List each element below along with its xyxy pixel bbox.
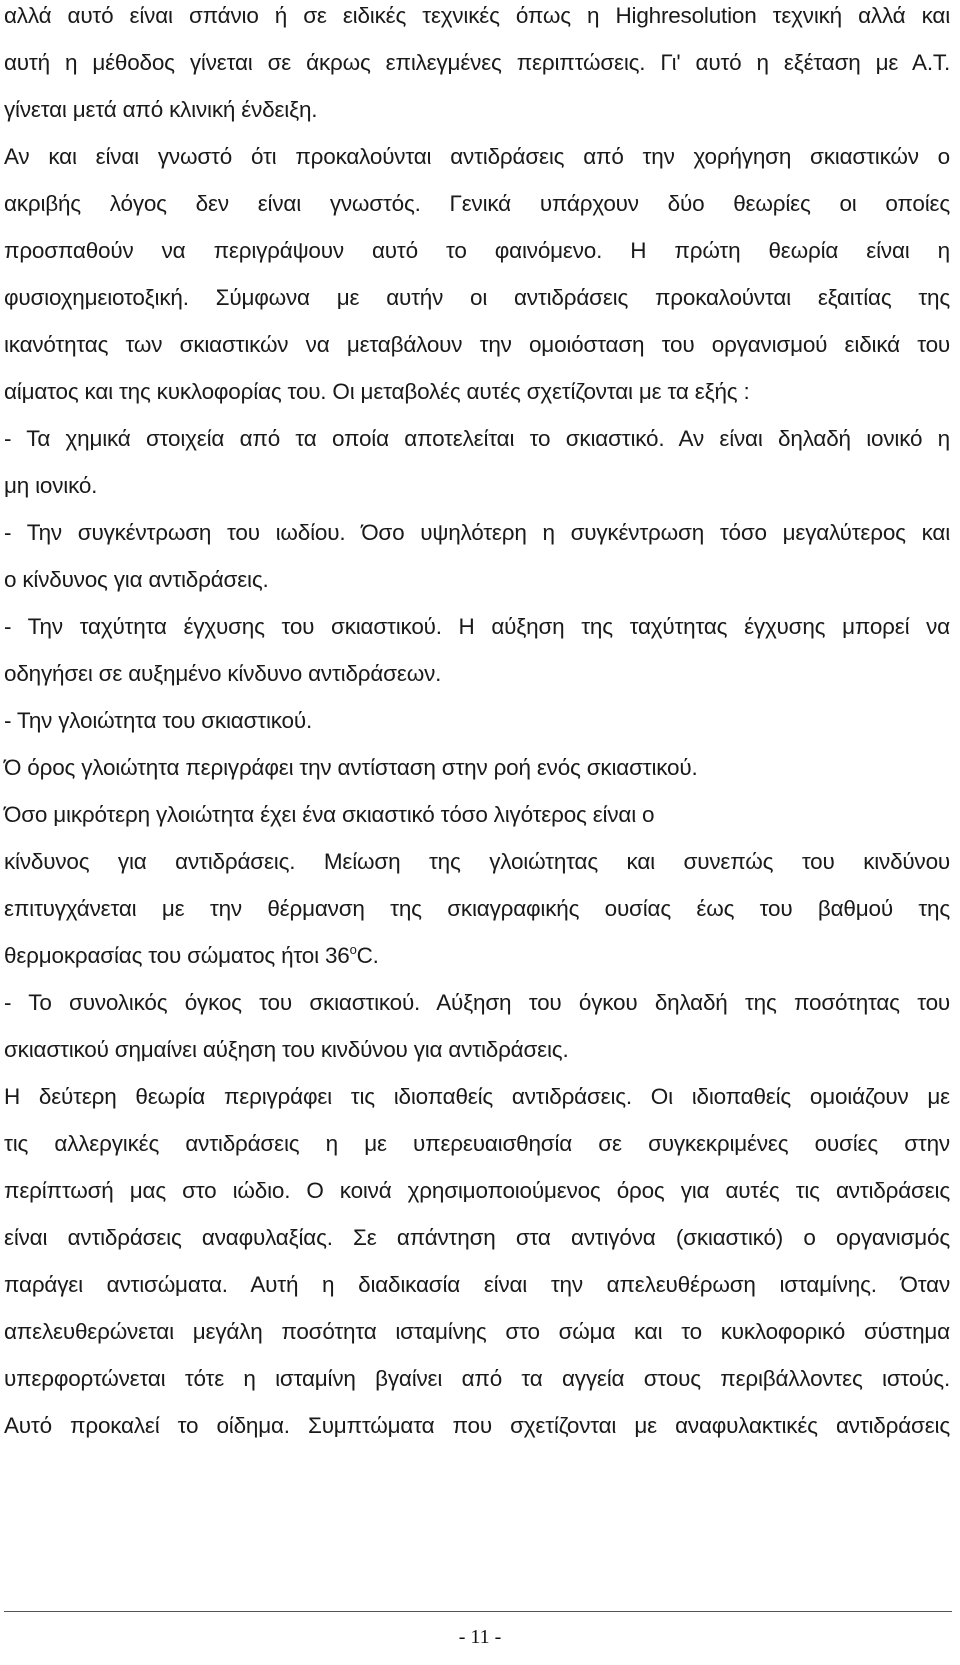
text-line: - Την γλοιώτητα του σκιαστικού. <box>4 708 312 733</box>
text-line: αυτή η μέθοδος γίνεται σε άκρως επιλεγμένες περιπτώσεις. Γι' αυτό η εξέταση με Α.Τ. <box>4 50 950 75</box>
text-line: απελευθερώνεται μεγάλη ποσότητα ισταμίνης στο σώμα και το κυκλοφορικό σύστημα <box>4 1319 950 1344</box>
text-line: υπερφορτώνεται τότε η ισταμίνη βγαίνει από τα αγγεία στους περιβάλλοντες ιστούς. <box>4 1366 950 1391</box>
text-line: ο κίνδυνος για αντιδράσεις. <box>4 567 269 592</box>
text-line: Αυτό προκαλεί το οίδημα. Συμπτώματα που σχετίζονται με αναφυλακτικές αντιδράσεις <box>4 1413 950 1438</box>
footer-divider <box>4 1611 952 1612</box>
text-line: - Την ταχύτητα έγχυσης του σκιαστικού. Η αύξηση της ταχύτητας έγχυσης μπορεί να <box>4 614 950 639</box>
text-line: Η δεύτερη θεωρία περιγράφει τις ιδιοπαθείς αντιδράσεις. Οι ιδιοπαθείς ομοιάζουν με <box>4 1084 950 1109</box>
text-line: οδηγήσει σε αυξημένο κίνδυνο αντιδράσεων. <box>4 661 442 686</box>
text-line: αίματος και της κυκλοφορίας του. Οι μεταβολές αυτές σχετίζονται με τα εξής : <box>4 379 750 404</box>
text-line: περίπτωσή μας στο ιώδιο. Ο κοινά χρησιμοποιούμενος όρος για αυτές τις αντιδράσεις <box>4 1178 950 1203</box>
page-number: - 11 - <box>458 1626 502 1648</box>
text-line-body: θερμοκρασίας του σώματος ήτοι 36 <box>4 943 350 968</box>
text-line: ακριβής λόγος δεν είναι γνωστός. Γενικά υπάρχουν δύο θεωρίες οι οποίες <box>4 191 950 216</box>
text-line: Όσο μικρότερη γλοιώτητα έχει ένα σκιαστικό τόσο λιγότερος είναι ο <box>4 802 655 827</box>
text-line: γίνεται μετά από κλινική ένδειξη. <box>4 97 318 122</box>
text-line: φυσιοχημειοτοξική. Σύμφωνα με αυτήν οι αντιδράσεις προκαλούνται εξαιτίας της <box>4 285 950 310</box>
text-line: Ό όρος γλοιώτητα περιγράφει την αντίσταση στην ροή ενός σκιαστικού. <box>4 755 698 780</box>
text-line: επιτυγχάνεται με την θέρμανση της σκιαγραφικής ουσίας έως του βαθμού της <box>4 896 950 921</box>
text-line: - Το συνολικός όγκος του σκιαστικού. Αύξηση του όγκου δηλαδή της ποσότητας του <box>4 990 950 1015</box>
text-line: - Την συγκέντρωση του ιωδίου. Όσο υψηλότερη η συγκέντρωση τόσο μεγαλύτερος και <box>4 520 950 545</box>
degree-symbol: ο <box>349 942 357 957</box>
text-line <box>4 941 950 971</box>
text-line: παράγει αντισώματα. Αυτή η διαδικασία είναι την απελευθέρωση ισταμίνης. Όταν <box>4 1272 950 1297</box>
text-line: μη ιονικό. <box>4 473 98 498</box>
temperature-unit: C. <box>356 943 379 968</box>
text-line: προσπαθούν να περιγράψουν αυτό το φαινόμενο. Η πρώτη θεωρία είναι η <box>4 238 950 263</box>
text-line: Αν και είναι γνωστό ότι προκαλούνται αντιδράσεις από την χορήγηση σκιαστικών ο <box>4 144 950 169</box>
text-line: κίνδυνος για αντιδράσεις. Μείωση της γλοιώτητας και συνεπώς του κινδύνου <box>4 849 950 874</box>
text-line: τις αλλεργικές αντιδράσεις η με υπερευαισθησία σε συγκεκριμένες ουσίες στην <box>4 1131 950 1156</box>
text-line: - Τα χημικά στοιχεία από τα οποία αποτελείται το σκιαστικό. Αν είναι δηλαδή ιονικό η <box>4 426 950 451</box>
text-line: σκιαστικού σημαίνει αύξηση του κινδύνου για αντιδράσεις. <box>4 1037 569 1062</box>
text-line: αλλά αυτό είναι σπάνιο ή σε ειδικές τεχνικές όπως η Highresolution τεχνική αλλά και <box>4 3 950 28</box>
text-line: είναι αντιδράσεις αναφυλαξίας. Σε απάντηση στα αντιγόνα (σκιαστικό) ο οργανισμός <box>4 1225 950 1250</box>
text-line: ικανότητας των σκιαστικών να μεταβάλουν την ομοιόσταση του οργανισμού ειδικά του <box>4 332 950 357</box>
